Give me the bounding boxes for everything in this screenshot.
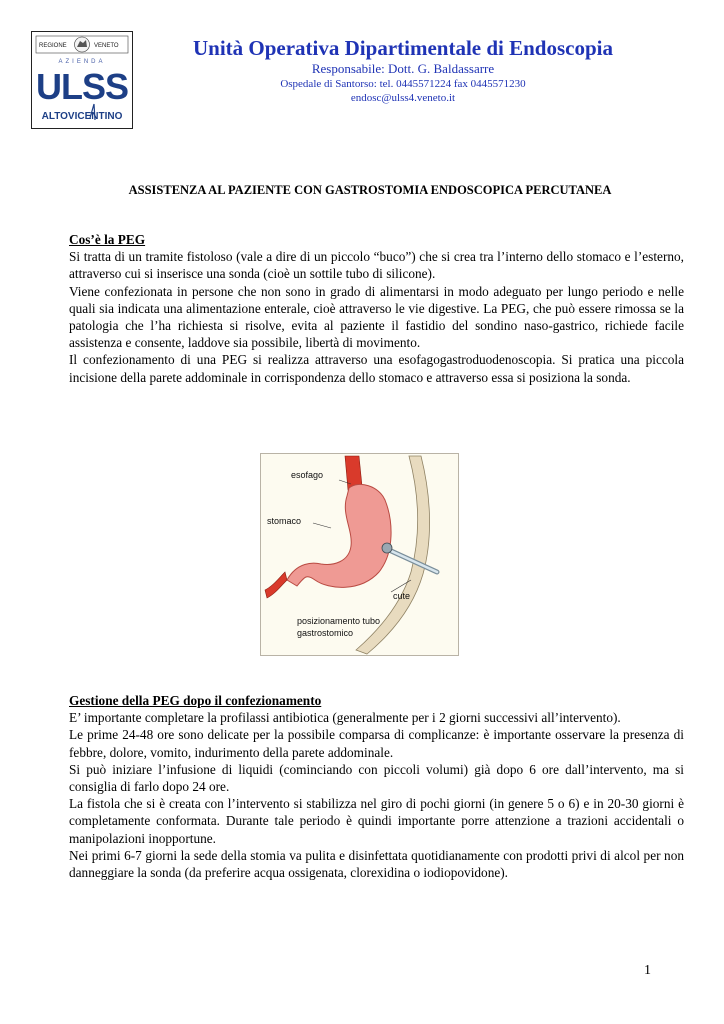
- lion-emblem-icon: [75, 37, 90, 52]
- department-email: endosc@ulss4.veneto.it: [350, 92, 456, 104]
- logo-azienda-text: AZIENDA: [58, 59, 106, 65]
- page-number: 1: [644, 963, 651, 978]
- duodenum-shape: [265, 572, 287, 598]
- ulss-logo: [31, 31, 133, 129]
- section-heading: Gestione della PEG dopo il confezionamento: [69, 693, 322, 708]
- hospital-contacts: Ospedale di Santorso: tel. 0445571224 fax 0445571230: [280, 78, 526, 90]
- figure-caption-line1: posizionamento tubo: [297, 616, 381, 626]
- paragraph: Le prime 24-48 ore sono delicate per la possibile comparsa di complicanze: è importante osservare la presenza di febbre, dolore, vomito, indurimento della parete addominale.: [69, 727, 684, 760]
- paragraph: Si tratta di un tramite fistoloso (vale a dire di un piccolo “buco”) che si crea tra l’interno dello stomaco e l’esterno, attraverso cui si inserisce una sonda (cioè un sottile tubo di silicone).: [69, 249, 684, 282]
- label-skin: cute: [393, 591, 411, 601]
- paragraph: Nei primi 6-7 giorni la sede della stomia va pulita e disinfettata quotidianamente con prodotti privi di alcol per non danneggiare la sonda (da preferire acqua ossigenata, clorexidina o iodiopovidone).: [69, 847, 684, 881]
- paragraph: Viene confezionata in persone che non sono in grado di alimentarsi in modo adeguato per lungo periodo e nelle quali sia indicata una alimentazione enterale, cioè attraverso le vie digestive. La PEG, che può essere rimossa se la patologia che l’ha richiesta si risolve, evita al paziente il fastidio del sondino naso-gastrico, richiede facile assistenza e consente, laddove sia possibile, libertà di movimento.: [69, 283, 684, 351]
- section-heading: Cos’è la PEG: [69, 232, 146, 247]
- paragraph: Il confezionamento di una PEG si realizza attraverso una esofagogastroduodenoscopia. Si pratica una piccola incisione della parete addominale in corrispondenza dello stomaco e attraverso essa si posiziona la sonda.: [69, 352, 684, 385]
- section-what-is-peg: [69, 231, 684, 386]
- department-responsible: Responsabile: Dott. G. Baldassarre: [311, 61, 495, 76]
- paragraph: Si può iniziare l’infusione di liquidi (cominciando con piccoli volumi) già dopo 6 ore dall’intervento, ma si consiglia di farlo dopo 24 ore.: [69, 761, 684, 795]
- label-esophagus: esofago: [291, 470, 324, 480]
- paragraph: La fistola che si è creata con l’intervento si stabilizza nel giro di pochi giorni (in genere 5 o 6) e in 20-30 giorni è completamente conformata. Durante tale periodo è quindi importante porre attenzione a trazioni accidentali o manipolazioni inopportune.: [69, 796, 684, 846]
- label-stomach: stomaco: [267, 516, 302, 526]
- internal-bumper-icon: [382, 543, 392, 553]
- section-peg-management: [69, 692, 684, 881]
- logo-district-text: ALTOVICENTINO: [41, 111, 123, 122]
- stomach-shape: [287, 484, 391, 587]
- logo-region-text: REGIONE: [39, 43, 67, 49]
- paragraph: E’ importante completare la profilassi antibiotica (generalmente per i 2 giorni successivi all’intervento).: [69, 710, 621, 726]
- letterhead: [140, 36, 666, 105]
- logo-ulss-text: ULSS: [35, 66, 129, 107]
- department-title: Unità Operativa Dipartimentale di Endoscopia: [192, 36, 613, 60]
- peg-illustration: [260, 453, 459, 656]
- document-title: ASSISTENZA AL PAZIENTE CON GASTROSTOMIA ENDOSCOPICA PERCUTANEA: [128, 183, 612, 197]
- logo-region-text-2: VENETO: [94, 43, 119, 49]
- figure-caption-line2: gastrostomico: [297, 628, 354, 638]
